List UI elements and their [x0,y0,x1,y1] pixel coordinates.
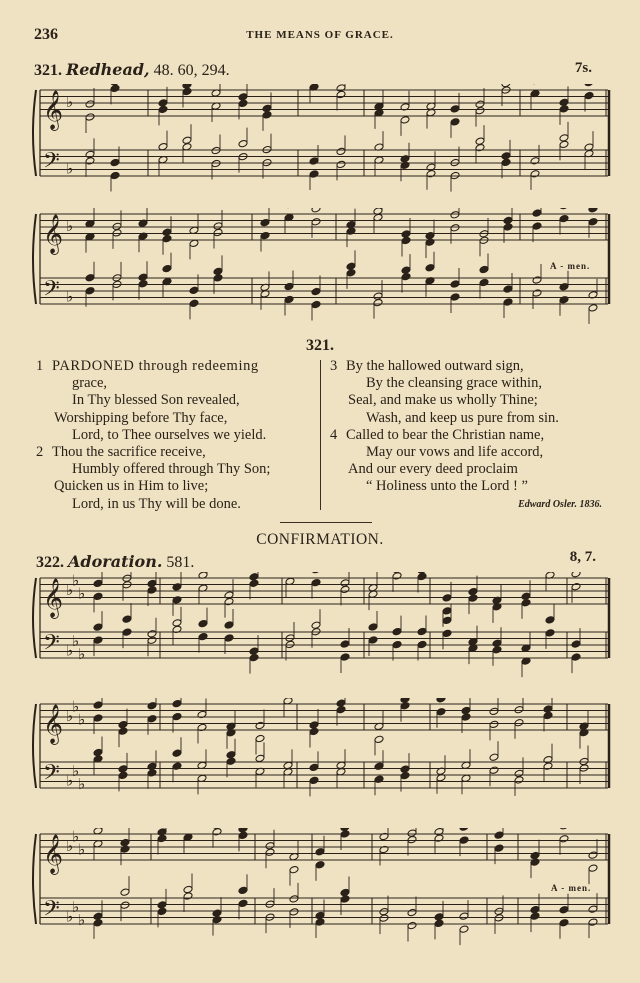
svg-text:♭: ♭ [66,217,74,235]
svg-text:♭: ♭ [72,631,80,650]
score-system-1 [0,84,640,202]
svg-text:𝄢: 𝄢 [43,148,60,179]
stanza-line: Seal, and make us wholly Thine; [348,392,538,409]
svg-text:♭: ♭ [66,581,74,599]
stanza-line: Humbly offered through Thy Son; [72,461,271,478]
svg-text:♭: ♭ [72,761,80,780]
svg-text:𝄞: 𝄞 [43,90,64,130]
column-divider [320,360,321,510]
tune-321-refs: 48. 60, 294. [153,62,230,79]
stanza-line: Quicken us in Him to live; [54,478,209,495]
tune-321-name: Redhead, [66,60,150,79]
stanza-line: By the cleansing grace within, [366,375,542,392]
svg-text:𝄢: 𝄢 [43,896,60,927]
svg-text:♭: ♭ [72,828,80,846]
tune-321-heading [34,60,230,80]
amen-321: A - men. [550,261,591,271]
svg-text:♭: ♭ [66,771,74,790]
svg-text:♭: ♭ [66,641,74,660]
svg-text:𝄞: 𝄞 [43,704,64,744]
svg-text:♭: ♭ [66,907,74,926]
svg-text:♭: ♭ [66,707,74,725]
stanza-line: In Thy blessed Son revealed, [72,392,240,409]
tune-322-number: 322. [36,554,64,571]
stanza-line: Lord, in us Thy will be done. [72,495,241,512]
svg-text:♭: ♭ [66,287,74,306]
tune-321-meter: 7s. [574,60,592,76]
tune-322-name: Adoration. [68,552,163,571]
svg-text:♭: ♭ [78,774,86,793]
svg-text:𝄞: 𝄞 [43,834,64,874]
running-title: THE MEANS OF GRACE. [246,29,394,41]
svg-text:♭: ♭ [66,93,74,111]
tune-322-meter: 8, 7. [569,549,596,565]
svg-text:𝄢: 𝄢 [43,276,60,307]
section-title: CONFIRMATION. [256,531,384,548]
stanza-line: Wash, and keep us pure from sin. [366,409,559,426]
svg-text:♭: ♭ [78,840,86,859]
stanza-line: Lord, to Thee ourselves we yield. [72,426,267,443]
tune-322-refs: 581. [166,554,195,571]
stanza-line: Worshipping before Thy face, [54,409,228,426]
svg-text:𝄢: 𝄢 [43,630,60,661]
svg-text:𝄞: 𝄞 [43,578,64,618]
stanza-line: “ Holiness unto the Lord ! ” [366,478,528,495]
svg-text:♭: ♭ [72,572,80,590]
hymn-321-author: Edward Osler. 1836. [518,499,602,510]
stanza-line: grace, [72,375,108,392]
svg-text:𝄢: 𝄢 [43,760,60,791]
stanzas-right [330,358,615,496]
score-system-4 [0,698,640,818]
page-number: 236 [34,26,58,43]
section-rule [280,522,372,523]
tune-322-heading [36,552,194,572]
svg-text:𝄞: 𝄞 [43,214,64,254]
svg-text:♭: ♭ [66,837,74,855]
hymn-321-number: 321. [306,337,334,354]
svg-text:♭: ♭ [78,584,86,603]
svg-text:♭: ♭ [78,644,86,663]
stanza-line: 4 Called to bear the Christian name, [330,426,545,443]
stanza-line: May our vows and life accord, [366,444,544,461]
stanza-line: 1 PARDONED through redeeming [36,358,259,374]
amen-322: A - men. [551,883,592,893]
svg-text:♭: ♭ [78,710,86,729]
score-system-2 [0,208,640,330]
stanza-line: And our every deed proclaim [348,461,518,478]
svg-text:♭: ♭ [66,159,74,178]
score-system-5 [0,828,640,952]
tune-321-number: 321. [34,62,62,79]
stanza-line: 3 By the hallowed outward sign, [330,358,524,374]
score-system-3 [0,572,640,690]
svg-text:♭: ♭ [72,698,80,716]
stanzas-left [36,358,318,513]
svg-text:♭: ♭ [72,897,80,916]
stanza-line: 2 Thou the sacrifice receive, [36,444,206,461]
svg-text:♭: ♭ [78,910,86,929]
